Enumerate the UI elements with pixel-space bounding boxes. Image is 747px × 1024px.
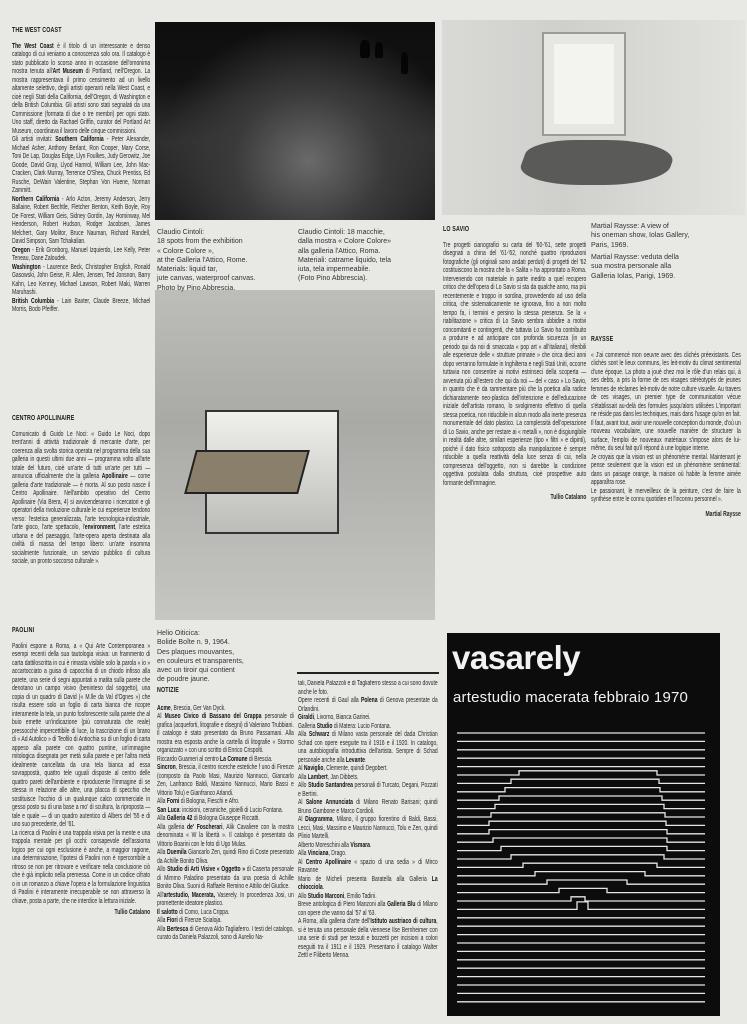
text-run: Alla <box>298 731 309 738</box>
paragraph <box>298 680 438 697</box>
bold-name: Bertesca <box>166 925 189 933</box>
photo-oiticica <box>155 290 435 620</box>
paragraph <box>157 909 294 918</box>
text-run: Allo <box>298 782 309 789</box>
poster-stripe <box>457 838 705 842</box>
bold-name: Oregon <box>12 246 30 254</box>
bold-name: Museo Civico di Bassano del Grappa <box>164 713 262 720</box>
paragraph <box>157 892 294 909</box>
text-run: , Milano, il gruppo fiorentino di Baldi, Bassi, Lecci, Masi, Massimo e Maurizio Nannucci, Tolu e Zen, quindi Plinio Martelli. <box>298 816 438 840</box>
paragraph <box>12 431 150 567</box>
paragraph <box>443 242 586 489</box>
paragraph <box>298 731 438 765</box>
poster-stripe <box>457 855 705 859</box>
apollinaire-body <box>12 431 150 567</box>
bold-name: Giraldi <box>298 714 314 721</box>
bold-name: Istituto austriaco di cultura <box>370 918 437 925</box>
bold-name: La chiocciola <box>298 875 438 891</box>
caption-line: de poudre jaune. <box>157 676 210 684</box>
caption-cintoli-it <box>298 228 391 284</box>
text-run: Alla <box>157 815 167 822</box>
bold-name: Studio Marconi <box>307 892 345 900</box>
paragraph <box>591 454 741 488</box>
poster-stripe <box>457 846 705 850</box>
text-run: , Brescia, il centro ricerche estetiche f uno di Firenze (composto da Paolo Masi, Maurizio Nannucci, Giancarlo Zen, Lanfranco Baldi, Massimo Nannucci, Mario Bassi e Vittorio Tolu) e Gianfranco Arlandi. <box>157 764 294 797</box>
raysse-signature: Martial Raysse <box>705 510 741 518</box>
text-run: « spazio di una sedia » di Mirco Ravanne <box>298 858 438 874</box>
caption-line: Helio Oiticica: <box>157 630 200 637</box>
caption-line: avec un tiroir qui contient <box>157 667 235 675</box>
bold-name: Centro Apollinaire <box>305 858 352 866</box>
paragraph <box>298 697 438 714</box>
west-coast-body <box>12 43 150 315</box>
paragraph <box>298 850 438 859</box>
bold-name: Studio Santandrea <box>308 782 353 789</box>
text-run: Al <box>298 765 304 772</box>
text-run: è il titolo di un interessante e denso catalogo di cui veniamo a conoscenza solo ora. Il catalogo è stato pubblicato lo scorso anno in occasione dell'omonima mostra tenuta all' <box>12 42 151 75</box>
bold-name: Studio di Arti Visive « Oggetto » <box>167 866 246 873</box>
caption-line: Photo by Pino Abbrescia. <box>157 284 236 292</box>
text-run: . <box>322 884 325 891</box>
paragraph <box>12 643 150 830</box>
text-run: Al <box>298 816 306 823</box>
text-run: di Brescia. <box>247 755 273 763</box>
bold-name: Galleria 42 <box>166 815 193 822</box>
text-run: Breve antologica di Piero Manzoni alla <box>298 901 388 908</box>
article-west-coast <box>12 26 150 315</box>
bold-name: Polena <box>360 697 378 704</box>
bold-name: artestudio, Macerata, <box>163 891 215 899</box>
text-run: Alla <box>157 798 167 805</box>
caption-line: Materiali: catrame liquido, tela <box>298 256 391 264</box>
text-run: tali, Daniela Palazzoli e di Tagliaferro stesso a cui sono dovute anche le foto. <box>298 680 438 696</box>
bold-name: Duemila <box>166 849 187 856</box>
bold-name: Southern California <box>55 136 104 143</box>
bold-name: Apollinaire <box>101 473 128 480</box>
paragraph <box>591 352 741 454</box>
caption-line: sua mostra personale alla <box>591 263 672 271</box>
text-run: di Bologna Giuseppe Riccatti. <box>192 815 260 822</box>
caption-line: en couleurs et transparents, <box>157 657 244 665</box>
text-run: , Jan Dibbets. <box>327 773 359 781</box>
installation-cube <box>542 32 626 136</box>
paragraph <box>298 774 438 783</box>
bold-name: Acme <box>157 704 171 712</box>
text-run: Je croyais que la vision est un phénomène mental. Maintenant je pense seulement que la vision est un phénomène sentimental: dans un paisage orange, la maison où habite la femme aimée apparaîtra rose. <box>591 453 741 486</box>
column-rule <box>297 672 439 674</box>
figure-shape <box>401 52 408 74</box>
bold-name: Studio <box>316 722 333 730</box>
text-run: Mario de Micheli presenta Baratella alla Galleria <box>298 875 432 883</box>
poster-stripe <box>457 902 705 910</box>
paragraph <box>298 876 438 893</box>
text-run: A Roma, alla galleria d'arte dell' <box>298 918 371 925</box>
text-run: Comunicato di Guido Le Noci: « Guido Le Noci, dopo trent'anni di attività tradizionale di mercante d'arte, per coerenza alla svolta storica operata nel programma della sua galleria in questi ultimi due anni — programma volto all'arte totale del futuro, cioè un'arte di tutti un'arte per tutti — annuncia ufficialmente che la galleria <box>12 430 151 480</box>
caption-raysse-it <box>591 253 679 281</box>
bold-name: Naviglio <box>303 765 324 772</box>
photo-raysse <box>442 20 745 215</box>
text-run: Allo <box>157 866 168 873</box>
bold-name: environment <box>84 524 116 531</box>
text-run: Al <box>298 799 306 806</box>
text-run: « J'ai commencé mon oeuvre avec des clichés préexistants. Ces clichés sont le lieux communs, les leit-motiv du climat sentimental d'une époque. La photo a joué chez moi le rôle d'un relais qui, à ses debts, a pris la forme de ces visages stéréotypés de jeunes femmes de réclames leit-motiv de notre culture visuelle. Au travers de ces visages, un premier type de communication vécue s'établissait au-delà des formules jusqu'alors utilisées L'important ne réside pas dans les techniques, mais dans l'usage qu'on en fait. Il faut, avant tout, avoir une nouvelle conception du monde, d'où un nouveau vocabulaire, une nouvelle manière de structurer la surface, l'emploi de nouveaux matériaux s'impose alors de lui-même, du seul fait qu'il répond à une logique interne. <box>591 351 741 452</box>
text-run: di Matera: Lucio Fontana. <box>332 722 392 730</box>
text-run: , Livorno, Bianca Garinei. <box>313 714 371 721</box>
text-run: Giancarlo Zen, quindi Rino di Coste presentato da Achille Bonito Oliva. <box>157 849 294 865</box>
photo-cintoli <box>155 22 435 220</box>
caption-cintoli-en <box>157 228 255 293</box>
bold-name: Salone Annunciata <box>305 799 353 806</box>
bold-name: Schwarz <box>308 731 330 738</box>
bold-name: Northern California <box>12 195 60 203</box>
poster-stripe <box>457 796 705 800</box>
caption-line: Claudio Cintoli: 18 macchie, <box>298 229 385 236</box>
bold-name: San Luca <box>157 806 180 814</box>
bold-name: Sincron <box>157 764 176 771</box>
paragraph <box>157 866 294 892</box>
paragraph <box>298 723 438 732</box>
article-centro-apollinaire <box>12 414 150 567</box>
text-run: di Genova Aldo Tagliaferro. I testi del catalogo, curato da Daniela Palazzoli, sono di Aurelio Na- <box>157 925 294 941</box>
text-run: di Como, Luca Crippa. <box>177 908 230 916</box>
notizie-column-2 <box>298 680 438 961</box>
paragraph <box>157 798 294 807</box>
text-run: di Caserta personale di Mimmo Paladino presentato da una poesia di Achille Bonito Oliva. Suoni di Raffaele Remino e Attilio del Giudice. <box>157 866 294 890</box>
caption-line: Martial Raysse: veduta della <box>591 254 679 261</box>
text-run: , si è tenuta una personale della viennese Ilse Bernheimer con una serie di studi per tessuti e bozzetti per incisioni a colori eseguiti tra il 1911 e il 1929. Presentano il catalogo Walter Zettl e Filiberto Menna. <box>298 918 438 959</box>
paragraph <box>157 824 294 850</box>
poster-stripe <box>457 804 705 808</box>
notizie-list-2 <box>298 680 438 961</box>
paragraph <box>12 136 150 196</box>
caption-line: alla galleria l'Attico, Roma. <box>298 247 381 255</box>
text-run: - Arlo Acton, Jeremy Anderson, Jerry Ballaine, Robert Bechtle, Fletcher Benton, Keith Boyle, Roy De Forest, William Geis, Sidney Gordin, Jay Hominway, Mel Henderson, Robert Hudson, Rodger Jacobsen, James Melchert, Gary Molitor, Bruce Nauman, Richard Randell, David Simpson, Sam Tchakalian. <box>12 195 151 245</box>
poster-stripe <box>457 813 705 817</box>
text-run: Gli artisti invitati: <box>12 136 56 143</box>
heading-paolini: PAOLINI <box>12 625 35 634</box>
text-run: Alla galleria <box>157 823 187 831</box>
text-run: , Brescia, Ger Van Dyck. <box>170 704 226 712</box>
text-run: Alberto Moreschini alla <box>298 841 351 849</box>
poster-stripe <box>457 771 705 775</box>
paragraph <box>298 842 438 851</box>
poster-stripe <box>457 779 705 783</box>
notizie-list-1 <box>157 705 294 943</box>
caption-line: Des plaques mouvantes, <box>157 648 235 656</box>
bold-name: Fiori <box>166 917 178 924</box>
text-run: Riccardo Guarneri al centro <box>157 755 221 763</box>
bold-name: Levante <box>345 756 365 764</box>
figure-shape <box>375 42 383 58</box>
paragraph <box>12 43 150 137</box>
text-run: Alla <box>298 773 308 781</box>
caption-line: Materials: liquid tar, <box>157 266 218 274</box>
paragraph <box>12 298 150 315</box>
text-run: Al <box>298 858 306 866</box>
text-run: Opere recenti di Gaul alla <box>298 697 361 704</box>
paragraph <box>157 807 294 816</box>
text-run: Al <box>157 713 165 720</box>
caption-line: Martial Raysse: A view of <box>591 223 669 230</box>
poster-stripe <box>457 897 705 901</box>
text-run: di Milano vasta personale del dada Christian Schad con opere eseguite tra il 1916 e il 1920. In catalogo, una autobiografia introduttiva dell'artista. Sempre di Schad personale anche alla <box>298 731 438 764</box>
text-run: Alla <box>157 925 167 933</box>
bold-name: Diagramma <box>305 816 333 823</box>
heading-west-coast: THE WEST COAST <box>12 25 62 34</box>
article-raysse <box>591 335 741 519</box>
text-run: , Clemente, quindi Degobert. <box>323 765 388 772</box>
caption-line: Galleria Iolas, Parigi, 1969. <box>591 272 676 280</box>
text-run: La ricerca di Paolini è una trappola visiva per la mente e una trappola mentale per gli occhi: consapevole dell'assioma logico per cui ogni esclusione è anche, a maggior ragione, una determinazione, l'ipotesi di Paolini non è ripercorribile a ritroso se non per ritrovare e verificare nella conclusione ciò che è già implicito nella premessa. Come in un codice cifrato o in un romanzo a chiave l'opera e la formulazione linguistica di Paolini è interamente irrecuperabile se non attraverso la chiave, posta a parte, che ne interdice la lettura iniziale. <box>12 829 151 905</box>
text-run: , l'arte estetica urbana e del paesaggio, l'arte-opera aperta destinata alla civiltà di massa del tempo libero: un'arte insomma socialmente funzionale, un servizio pubblico di cultura sociale, un pronto soccorso culturale ». <box>12 524 151 565</box>
bolide-drawer <box>184 450 310 494</box>
paragraph <box>298 782 438 799</box>
paragraph <box>157 815 294 824</box>
text-run: , Drago. <box>328 850 347 857</box>
text-run: Alla <box>298 850 308 857</box>
paragraph <box>298 859 438 876</box>
paragraph <box>298 765 438 774</box>
text-run: personali di Turcato, Degani, Pozzati e Bertini. <box>298 782 438 798</box>
text-run: - Erik Gronborg, Manuel Izquierdo, Lee Kelly, Peter Teneau, Dane Zaloudek. <box>12 246 151 262</box>
paragraph <box>12 830 150 907</box>
paragraph <box>157 756 294 765</box>
caption-line: « Colore Colore », <box>157 247 214 255</box>
bold-name: La Comune <box>220 755 248 763</box>
vasarely-poster <box>447 633 720 1016</box>
paragraph <box>12 196 150 247</box>
text-run: All' <box>157 891 164 899</box>
paragraph <box>298 918 438 961</box>
text-run: Paolini espone a Roma, a « Qui Arte Contemporanea » esempi recenti della sua tautologia visiva: un frammento di carta dattiloscritta in cui è rimasta visibile solo la parola « io » accartocciato a guisa di capocchia di un chiodo infisso alla parete, una serie di segni appuntati a matita sulla parete che denotano un campo visivo (beninteso dal soggetto), una copia di un quadro di David (« M.lle da Val d'Ognes ») che risulta essere solo un foglio di carta bianca che ricopre interamente la tela, un punto fosforescente sulla parete che al buio emette un'indicazione (più connaturata che reale) pressocché impercettibile di luce, la trascrizione di un brano di « Ad Autolico » di Teofilo di Antiochia su di un foglio di carta appeso alla parete con quattro puntine, un'immagine mitologica disegnata per metà sulla parete e per l'altra metà idealmente cancellata da una tela bianca ad essa sovrappostà, quattro tele uguali disposte al centro delle quattro pareti dell'ambiente e riproducente l'immagine di se stessa in relazione alle altre, una placca di specchio che sostituisce l'occhio di un qualunque calco commerciale in gesso posto su di una base a mo' di scultura, la riproposta — tale e quale — di un quadro autentico di Albers del '55 e di uno suo precedente, del '61. <box>12 642 151 828</box>
bold-name: The West Coast <box>12 42 54 50</box>
text-run: Tre progetti cianografici su carta del '60-'61, sette progetti disegnati a china del '61-'62, nonché quattro riproduzioni fotografiche (gli originali sono andati perduti) di progetti del '62 costituiscono la mostra che la « Salita » ha approntato a Roma. Intervenendo con materiale in parte inedito a quel recupero critico che dell'opera di Lo Savio si sta da qualche anno, ma più recentemente e troppo in sordina, provvedendo ad uso della critica, che sistematicamente ne ignorava, fino a non molto tempo fa, i termini e persino la stessa presenza. Se la « riabilitazione » critica di Lo Savio sembra ubbidire a motivi concomitanti e contingenti, che tuttavia Lo Savio ha contribuito a produrre e ad anticipare con profonda sicurezza (in un periodo qui da noi di smaccata « pop art » all'italiana), riferibili alle esperienze delle « strutture primarie » che circa dieci anni dopo verranno formulate in Inghilterra e negli Stati Uniti, occorre tuttavia non consentire ai motivi estrinseci della scoperta — avvenuta più all'estero che qui da noi — del « caso » Lo Savio, in quanto che è da rammentare più che la poetica alla radice dichiaratamente neo-plastica dell'intenzione e dell'educazione iniziale dell'artista romano, lo svolgimento effettivo di quella stessa poetica, non riducibile in alcun modo alla inerte presenza monumentale del dato plastico. La complessità dell'operazione di Lo Savio, anche per restare ai « metalli », non è disgiungibile in realtà dalle altre, similari esperienze (tipo « filtri » e dipinti), poiché il dato fisico sottoposto alla manipolazione è sempre riducibile a quella reattività della luce senza di cui, nella compresenza dell'oggetto, non si darebbe la condizione oggettiva postulata dalla struttura, cioè prospettive auto formante dell'immagine. <box>443 241 587 487</box>
paolini-body <box>12 643 150 907</box>
heading-lo-savio: LO SAVIO <box>443 224 470 233</box>
text-run: — come galleria d'arte tradizionale — è morta. Al suo posto nasce il Centro Apollinaire. Nell'ambito operativo del Centro Apollinaire (Via Brera, 4) si avvicenderanno i ricercatori e gli operatori della rivoluzione culturale le cui esperienze tendono verso: l'estetica generalizzata, l'arte tecnologica-industriale, l'arte gioco, l'arte spettacolo, l' <box>12 473 151 531</box>
caption-raysse-en <box>591 222 689 250</box>
lo-savio-signature: Tullio Catalano <box>550 494 587 501</box>
paolini-signature: Tullio Catalano <box>114 909 151 916</box>
caption-line: 18 spots from the exhibition <box>157 238 243 246</box>
paragraph <box>298 799 438 816</box>
text-run: - Peter Alexander, Michael Asher, Anthony Berlant, Ron Cooper, Mary Corse, Toni De Lap, Douglas Edge, Llyn Foulkes, Judy Gerowitz, Joe Goode, David Gray, Llyod Hamrol, William Lee, John Mac-Cracken, Clark Murray, Terrence O'Shea, Chuck Prentiss, Ed Rusche, DeWain Valentine, Stephan Von Huene, Norman Zammitt. <box>12 136 151 194</box>
figure-shape <box>360 40 370 58</box>
paragraph <box>12 264 150 298</box>
bold-name: Vinciana <box>307 850 329 857</box>
bold-name: British Columbia <box>12 297 55 305</box>
text-run: personale di grafica (acqueforti, litografie e disegni) di Valeriano Trubbiani. Il catalogo è stato presentato da Bruno Passamani. Alla mostra era esposta anche la cartella di litografie « Stormo organizzato » con uno scritto di Enrico Crispolti. <box>157 713 294 754</box>
poster-stripe <box>457 888 705 892</box>
caption-line: dalla mostra « Colore Colore» <box>298 238 391 246</box>
text-run: - Lain Baxter, Claude Breeze, Michael Morris, Bodo Pfeiffer. <box>12 297 151 313</box>
caption-line: iuta, tela impermeabile. <box>298 266 371 274</box>
article-lo-savio <box>443 225 586 503</box>
paragraph <box>157 705 294 714</box>
bold-name: Vismara <box>350 841 370 849</box>
installation-slab <box>514 140 680 185</box>
paragraph <box>157 917 294 926</box>
text-run: , Alik Cavaliere con la mostra denominata « W la libertà ». Il catalogo è presentato da Vittorio Boarini con le foto di Ugo Mulas. <box>157 823 294 848</box>
caption-line: jute canvas, waterproof canvas. <box>157 275 256 283</box>
bold-name: Lambert <box>307 773 328 781</box>
raysse-body <box>591 352 741 505</box>
text-run: di Portland, nell'Oregon. La mostra rappresentava il primo censimento ad un livello altamente selettivo, degli artisti operanti nella West Coast, e cioè negli Stati della California, dell'Oregon, di Washington e della British Columbia. Gli artisti sono stati segnalati da una Commissione (formata di due o tre membri) per ogni stato. Uno staff, diretto da Rachael Griffin, curator del Portland Art Museum, coordinava il lavoro delle cinque commissioni. <box>12 68 151 135</box>
paragraph <box>157 764 294 798</box>
text-run: Le passionant, le merveilleux de la peinture, c'est de faire la synthèse entre le connu quotidien et l'inconnu personnel ». <box>591 487 741 503</box>
paragraph <box>298 901 438 918</box>
heading-centro-apollinaire: CENTRO APOLLINAIRE <box>12 413 75 422</box>
caption-line: (Foto Pino Abbrescia). <box>298 275 368 283</box>
paragraph <box>298 893 438 902</box>
text-run: di Genova presentate da Orlandini. <box>298 697 438 713</box>
text-run: , Emilio Tadini. <box>344 892 377 900</box>
text-run: di Milano con opere che vanno dal '57 al '63. <box>298 901 438 917</box>
caption-line: his oneman show, Iolas Gallery, <box>591 232 690 240</box>
text-run: di Milano Renato Barisani; quindi Bruno Gambone e Marco Cordioli. <box>298 799 438 815</box>
text-run: - Laurence Beck, Christopher English, Ronald Gasowski, John Geise, R. Allen, Jensen, Ted Jonsnon, Barry Kahn, Leo Kenney, Michael Lawson, Robert Maki, Warren Maruhashi. <box>12 263 151 296</box>
poster-title: vasarely <box>452 639 581 676</box>
notizie-column-1 <box>157 686 294 943</box>
caption-line: Claudio Cintoli: <box>157 229 205 236</box>
text-run: Alla <box>157 917 167 924</box>
paragraph <box>298 816 438 842</box>
text-run: di Firenze Scialoja. <box>177 917 222 924</box>
bold-name: Galleria Blu <box>387 901 416 908</box>
paragraph <box>157 926 294 943</box>
poster-stripe <box>457 830 705 834</box>
caption-line: Paris, 1969. <box>591 241 629 249</box>
article-paolini <box>12 626 150 918</box>
poster-stripe <box>457 872 705 876</box>
bold-name: Art Museum <box>52 68 84 75</box>
text-run: . <box>364 756 367 764</box>
poster-stripe <box>457 788 705 792</box>
text-run: : incisioni, ceramiche, gioielli di Lucio Fontana. <box>179 806 284 814</box>
caption-line: Bolide Boîte n. 9, 1964. <box>157 639 230 647</box>
heading-raysse: RAYSSE <box>591 334 614 343</box>
lo-savio-body <box>443 242 586 489</box>
poster-stripe <box>457 863 705 867</box>
paragraph <box>298 714 438 723</box>
heading-notizie: NOTIZIE <box>157 685 180 694</box>
poster-subtitle: artestudio macerata febbraio 1970 <box>453 689 689 706</box>
text-run: Alla <box>157 849 167 856</box>
paragraph <box>157 849 294 866</box>
text-run: Galleria <box>298 722 317 730</box>
caption-oiticica <box>157 629 244 685</box>
paragraph <box>157 713 294 756</box>
caption-line: at the Galleria l'Attico, Rome. <box>157 256 248 264</box>
poster-stripe <box>457 880 705 884</box>
bold-name: Forni <box>166 798 180 805</box>
poster-stripe <box>457 821 705 825</box>
bold-name: de' Foscherari <box>186 823 223 831</box>
bold-name: Washington <box>12 263 41 271</box>
text-run: . <box>369 841 372 849</box>
paragraph <box>12 247 150 264</box>
paragraph <box>591 488 741 505</box>
text-run: Allo <box>298 892 308 900</box>
text-run: Vaserely. In procedenza Josi, un promettente ideatore plastico. <box>157 891 294 907</box>
bold-name: Il salotto <box>157 908 178 916</box>
text-run: di Bologna, Fieschi e Afro. <box>179 798 240 805</box>
